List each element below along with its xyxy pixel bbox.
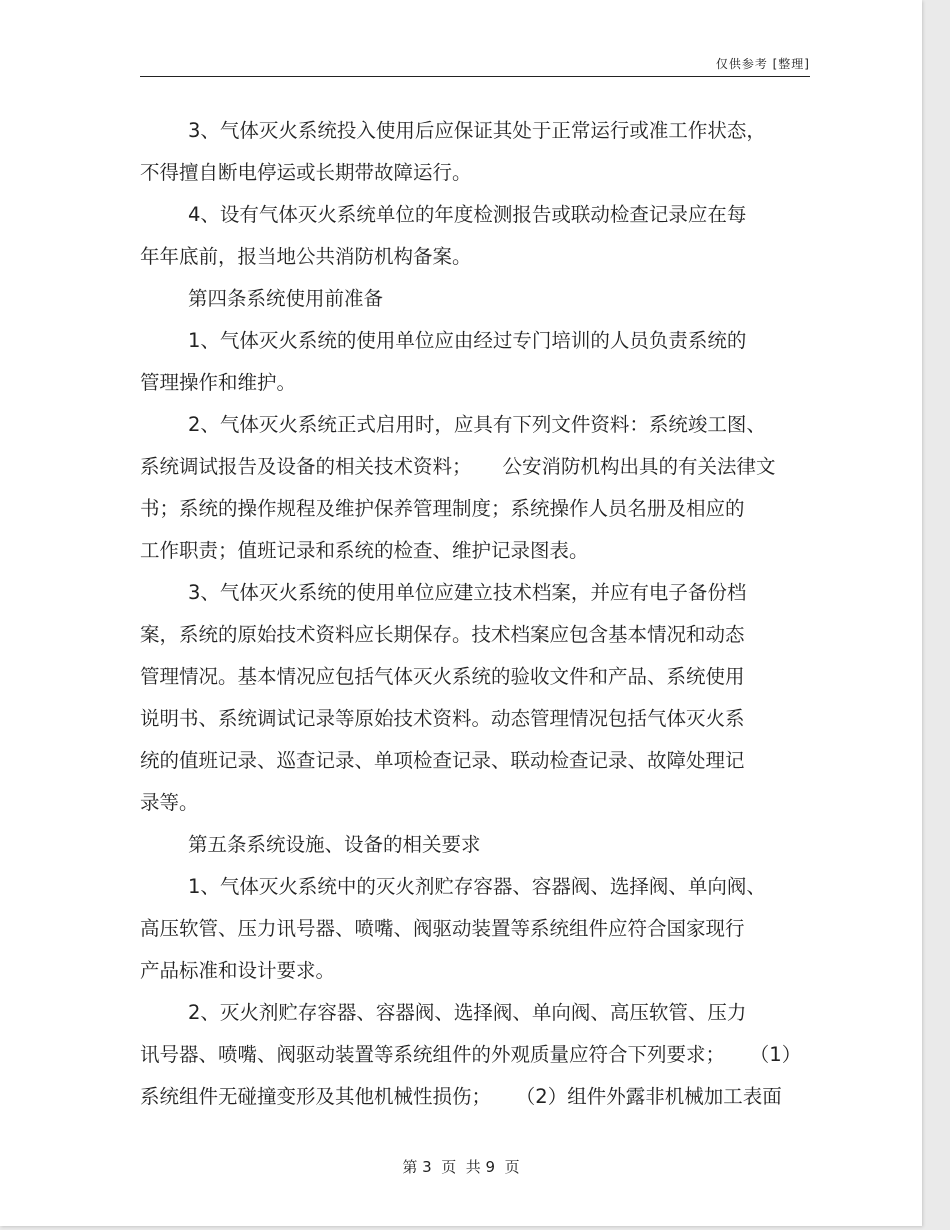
text-line: 2、灭火剂贮存容器、容器阀、选择阀、单向阀、高压软管、压力: [188, 1001, 747, 1024]
text-line: 讯号器、喷嘴、阀驱动装置等系统组件的外观质量应符合下列要求； （1）: [140, 1043, 802, 1066]
text-line: 管理操作和维护。: [140, 371, 297, 394]
text-line: 1、气体灭火系统中的灭火剂贮存容器、容器阀、选择阀、单向阀、: [188, 875, 766, 898]
text-line: 管理情况。基本情况应包括气体灭火系统的验收文件和产品、系统使用: [140, 665, 745, 688]
page-footer: 第 3 页 共 9 页: [402, 1158, 520, 1176]
text-line: 系统组件无碰撞变形及其他机械性损伤； （2）组件外露非机械加工表面: [140, 1085, 782, 1108]
text-line: 产品标准和设计要求。: [140, 959, 336, 982]
text-line: 高压软管、压力讯号器、喷嘴、阀驱动装置等系统组件应符合国家现行: [140, 917, 745, 940]
text-line: 书；系统的操作规程及维护保养管理制度；系统操作人员名册及相应的: [140, 497, 745, 520]
text-line: 年年底前，报当地公共消防机构备案。: [140, 245, 472, 268]
text-line: 3、气体灭火系统的使用单位应建立技术档案，并应有电子备份档: [188, 581, 747, 604]
text-line: 工作职责；值班记录和系统的检查、维护记录图表。: [140, 539, 589, 562]
text-line: 不得擅自断电停运或长期带故障运行。: [140, 161, 472, 184]
text-line: 说明书、系统调试记录等原始技术资料。动态管理情况包括气体灭火系: [140, 707, 745, 730]
text-line: 4、设有气体灭火系统单位的年度检测报告或联动检查记录应在每: [188, 203, 747, 226]
section-heading: 第五条系统设施、设备的相关要求: [188, 833, 481, 856]
header-note: 仅供参考 [整理]: [715, 57, 810, 71]
text-line: 2、气体灭火系统正式启用时，应具有下列文件资料：系统竣工图、: [188, 413, 766, 436]
header-rule: [140, 76, 810, 77]
body-text: [140, 110, 810, 1118]
section-heading: 第四条系统使用前准备: [188, 287, 384, 310]
text-line: 案，系统的原始技术资料应长期保存。技术档案应包含基本情况和动态: [140, 623, 745, 646]
text-line: 3、气体灭火系统投入使用后应保证其处于正常运行或准工作状态，: [188, 119, 766, 142]
text-line: 1、气体灭火系统的使用单位应由经过专门培训的人员负责系统的: [188, 329, 747, 352]
text-line: 统的值班记录、巡查记录、单项检查记录、联动检查记录、故障处理记: [140, 749, 745, 772]
text-line: 系统调试报告及设备的相关技术资料； 公安消防机构出具的有关法律文: [140, 455, 776, 478]
text-line: 录等。: [140, 791, 199, 814]
